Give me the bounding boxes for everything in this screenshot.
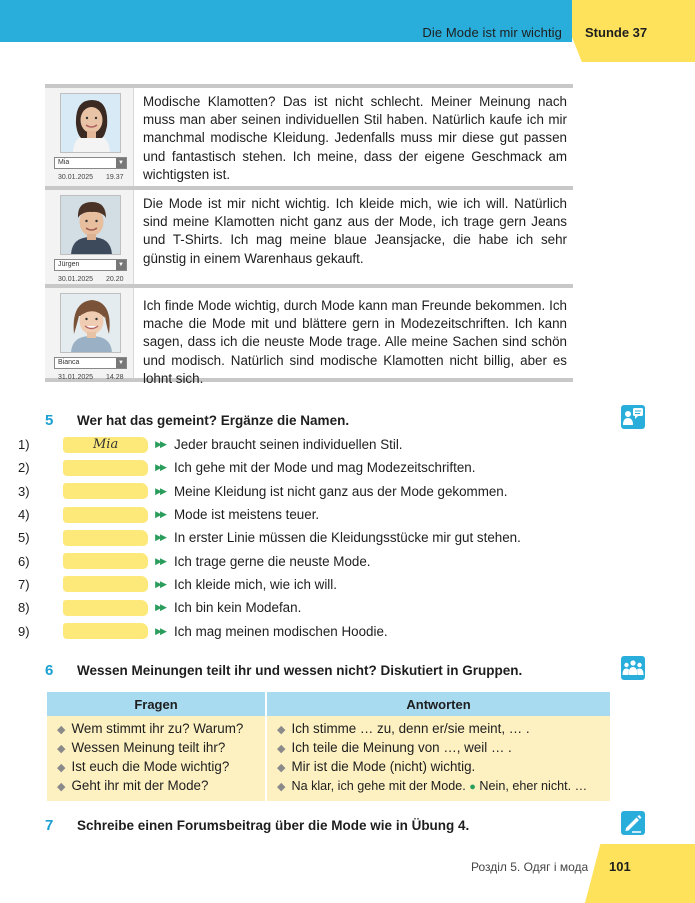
list-item [18,433,618,456]
footer-accent [585,844,695,903]
questions-cell [47,716,266,801]
item-text: Ich gehe mit der Mode und mag Modezeitschriften. [174,460,476,476]
item-text: Ich mag meinen modischen Hoodie. [174,623,388,639]
list-item [18,480,618,503]
item-text: Mode ist meistens teuer. [174,507,320,523]
answers-cell [266,716,611,801]
list-item [18,503,618,526]
answer-line: ◆ Ich stimme … zu, denn er/sie meint, … . [277,721,530,736]
dot-separator-icon: ● [469,781,476,793]
double-arrow-icon: ▶▶ [155,555,165,566]
writing-icon [621,811,645,835]
post-time: 19.37 [106,174,124,181]
avatar [60,93,121,153]
page-title: Die Mode ist mir wichtig [422,25,562,40]
diamond-bullet-icon: ◆ [57,781,66,793]
list-item [18,619,618,642]
item-number: 1) [18,437,30,453]
item-number: 5) [18,530,30,546]
column-header-answers: Antworten [266,692,611,716]
answer-line: ◆ Ich teile die Meinung von …, weil … . [277,740,512,755]
item-number: 6) [18,553,30,569]
pair-work-icon [621,405,645,429]
phrases-table [47,692,612,801]
post-text: Die Mode ist mir nicht wichtig. Ich kleide mich, wie ich will. Natürlich sind meine Klamotten nicht ganz aus der Mode, ich trage gern Jeans und T-Shirts. Ich mag meine blaue Jeansjacke, die habe ich sehr günstig in einem Warenhaus gekauft. [143,196,567,266]
chevron-down-icon: ▼ [116,358,126,368]
exercise-title: Wessen Meinungen teilt ihr und wessen nicht? Diskutiert in Gruppen. [77,663,523,678]
double-arrow-icon: ▶▶ [155,462,165,473]
double-arrow-icon: ▶▶ [155,625,165,636]
item-text: Meine Kleidung ist nicht ganz aus der Mode gekommen. [174,483,508,499]
post-author-panel [45,288,134,381]
double-arrow-icon: ▶▶ [155,532,165,543]
group-work-icon [621,656,645,680]
double-arrow-icon: ▶▶ [155,439,165,450]
list-item [18,456,618,479]
post-date: 31.01.2025 [58,374,94,381]
username: Mia [58,159,70,166]
name-answer-field[interactable] [63,600,148,616]
item-text: Ich trage gerne die neuste Mode. [174,553,371,569]
exercise-title: Wer hat das gemeint? Ergänze die Namen. [77,413,350,428]
diamond-bullet-icon: ◆ [277,762,286,774]
exercise-title: Schreibe einen Forumsbeitrag über die Mode wie in Übung 4. [77,818,470,833]
exercise-number: 6 [45,662,54,679]
name-answer-field[interactable] [63,553,148,569]
item-text: Jeder braucht seinen individuellen Stil. [174,437,403,453]
list-item [18,526,618,549]
item-number: 9) [18,623,30,639]
username: Jürgen [58,261,80,268]
item-text: Ich kleide mich, wie ich will. [174,576,337,592]
exercise-number: 7 [45,817,54,834]
diamond-bullet-icon: ◆ [277,781,286,793]
list-item [18,573,618,596]
forum-post [45,84,573,186]
double-arrow-icon: ▶▶ [155,509,165,520]
chevron-down-icon: ▼ [116,260,126,270]
item-text: Ich bin kein Modefan. [174,600,302,616]
diamond-bullet-icon: ◆ [57,762,66,774]
post-date: 30.01.2025 [58,174,94,181]
post-author-panel [45,88,134,186]
chapter-title: Розділ 5. Одяг і мода [471,860,589,874]
diamond-bullet-icon: ◆ [57,724,66,736]
question-line: ◆ Wem stimmt ihr zu? Warum? [57,721,244,736]
name-answer-field[interactable] [63,576,148,592]
name-answer-field[interactable]: Mia [63,437,148,453]
answer-line: ◆ Mir ist die Mode (nicht) wichtig. [277,759,476,774]
answer-list [18,433,618,643]
forum-post [45,284,573,386]
question-line: ◆ Ist euch die Mode wichtig? [57,759,230,774]
double-arrow-icon: ▶▶ [155,485,165,496]
forum-thread [45,84,573,386]
name-answer-field[interactable] [63,507,148,523]
double-arrow-icon: ▶▶ [155,578,165,589]
diamond-bullet-icon: ◆ [277,724,286,736]
list-item [18,549,618,572]
name-answer-field[interactable] [63,623,148,639]
avatar [60,195,121,255]
name-answer-field[interactable] [63,530,148,546]
username-dropdown[interactable] [54,157,127,169]
chevron-down-icon: ▼ [116,158,126,168]
name-answer-field[interactable] [63,460,148,476]
page-number: 101 [609,859,631,874]
item-text: In erster Linie müssen die Kleidungsstücke mir gut stehen. [174,530,521,546]
item-number: 3) [18,483,30,499]
post-text: Modische Klamotten? Das ist nicht schlecht. Meiner Meinung nach muss man aber seinen individuellen Stil haben. Natürlich kaufe ich mir manchmal modische Kleidung. Jedenfalls muss mir diese gut passen und fantastisch stehen. Ich meine, dass der eigene Geschmack am wichtigsten ist. [143,94,567,182]
exercise-number: 5 [45,412,54,429]
diamond-bullet-icon: ◆ [57,743,66,755]
question-line: ◆ Geht ihr mit der Mode? [57,778,209,793]
name-answer-field[interactable] [63,483,148,499]
column-header-questions: Fragen [47,692,266,716]
lesson-label: Stunde 37 [585,25,648,40]
item-number: 4) [18,507,30,523]
list-item [18,596,618,619]
post-time: 14.28 [106,374,124,381]
double-arrow-icon: ▶▶ [155,602,165,613]
item-number: 8) [18,600,30,616]
forum-post [45,186,573,284]
username-dropdown[interactable] [54,357,127,369]
item-number: 7) [18,576,30,592]
post-date: 30.01.2025 [58,276,94,283]
question-line: ◆ Wessen Meinung teilt ihr? [57,740,226,755]
post-author-panel [45,190,134,284]
username: Bianca [58,359,80,366]
item-number: 2) [18,460,30,476]
avatar [60,293,121,353]
username-dropdown[interactable] [54,259,127,271]
post-text: Ich finde Mode wichtig, durch Mode kann man Freunde bekommen. Ich mache die Mode mit und blättere gern in Modezeitschriften. Ich kann sagen, dass ich die neuste Mode trage. Alle meine Sachen sind schön und modisch. Natürlich sind modische Klamotten nicht billig, aber es lohnt sich. [143,298,567,386]
answer-line: ◆ Na klar, ich gehe mit der Mode. ● Nein, eher nicht. … [277,779,588,793]
post-time: 20.20 [106,276,124,283]
diamond-bullet-icon: ◆ [277,743,286,755]
